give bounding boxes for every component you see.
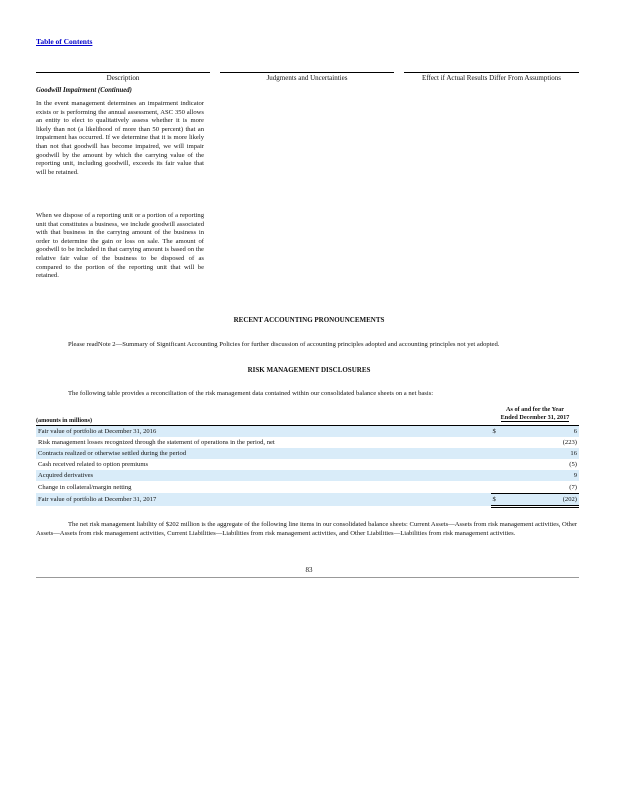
risk-intro-sentence: The following table provides a reconciliation of the risk management data contained within our consolidated balance sheets on a net basis: xyxy=(68,390,434,397)
year-header-line-2: Ended December 31, 2017 xyxy=(500,413,570,421)
row-value: 6 xyxy=(505,426,579,437)
table-row xyxy=(36,470,579,481)
row-value: 16 xyxy=(505,448,579,459)
row-label: Acquired derivatives xyxy=(36,470,491,481)
risk-intro-text xyxy=(36,389,581,398)
row-value: (202) xyxy=(505,493,579,506)
amounts-in-millions-label: (amounts in millions) xyxy=(36,417,93,424)
risk-closing-sentence: The net risk management liability of $202 million is the aggregate of the following line items in our consolidated balance sheets: Current Assets—Assets from risk management activities, Other Assets—Assets from risk management activities, Current Liabilities—Liabilities from risk management activities, and Other Liabilities—Liabilities from risk management activities. xyxy=(36,521,578,537)
row-label: Contracts realized or otherwise settled during the period xyxy=(36,448,491,459)
risk-closing-text xyxy=(36,520,581,538)
page-number: 83 xyxy=(305,566,313,574)
risk-management-heading: RISK MANAGEMENT DISCLOSURES xyxy=(247,366,371,374)
table-of-contents-link[interactable]: Table of Contents xyxy=(36,37,93,46)
table-row xyxy=(36,437,579,448)
row-currency xyxy=(491,481,505,493)
row-currency: $ xyxy=(491,426,505,437)
recent-pronouncements-sentence: Please readNote 2—Summary of Significant Accounting Policies for further discussion of accounting principles adopted and accounting principles not yet adopted. xyxy=(68,341,500,348)
column-header-description: Description xyxy=(36,72,210,82)
row-value: (7) xyxy=(569,483,577,491)
goodwill-paragraph-2: When we dispose of a reporting unit or a portion of a reporting unit that constitutes a business, we include goodwill associated with that business in the carrying amount of the business in order to determine the gain or loss on sale. The amount of goodwill to be included in that carrying amount is based on the relative fair value of the business to be disposed of as compared to the portion of the reporting unit that will be retained. xyxy=(36,212,204,280)
row-label: Fair value of portfolio at December 31, 2016 xyxy=(36,426,491,437)
table-row xyxy=(36,426,579,437)
table-row xyxy=(36,448,579,459)
row-currency: $ xyxy=(491,493,505,506)
column-header-judgments: Judgments and Uncertainties xyxy=(220,72,394,82)
risk-reconciliation-table xyxy=(36,426,579,508)
table-row xyxy=(36,459,579,470)
row-value: 9 xyxy=(505,470,579,481)
recent-pronouncements-heading: RECENT ACCOUNTING PRONOUNCEMENTS xyxy=(233,316,385,324)
goodwill-section-title: Goodwill Impairment (Continued) xyxy=(36,87,132,94)
year-header-line-1: As of and for the Year xyxy=(506,406,564,413)
table-row xyxy=(36,493,579,506)
row-label: Risk management losses recognized through the statement of operations in the period, net xyxy=(38,439,275,447)
goodwill-paragraph-1: In the event management determines an impairment indicator exists or is performing the annual assessment, ASC 350 allows an entity to elect to qualitatively assess whether it is more likely than not (a likelihood of more than 50 percent) that an impairment has occurred. If we determine that it is more likely than not that goodwill has become impaired, we will impair goodwill by the amount by which the carrying value of the reporting unit, including goodwill, exceeds its fair value that will be retained. xyxy=(36,100,204,176)
row-label: Fair value of portfolio at December 31, 2017 xyxy=(36,493,491,506)
row-currency xyxy=(491,437,505,448)
row-label: Cash received related to option premiums xyxy=(38,461,149,469)
recent-pronouncements-text xyxy=(36,340,581,349)
row-currency xyxy=(491,448,505,459)
table-row xyxy=(36,481,579,493)
row-currency xyxy=(491,470,505,481)
row-value: (5) xyxy=(569,461,577,469)
row-value: (223) xyxy=(562,439,577,447)
footer-rule xyxy=(36,577,579,578)
row-label: Change in collateral/margin netting xyxy=(38,483,132,491)
column-header-year-ended xyxy=(490,406,580,422)
column-header-effect: Effect if Actual Results Differ From Assumptions xyxy=(404,72,579,82)
row-currency xyxy=(491,459,505,470)
